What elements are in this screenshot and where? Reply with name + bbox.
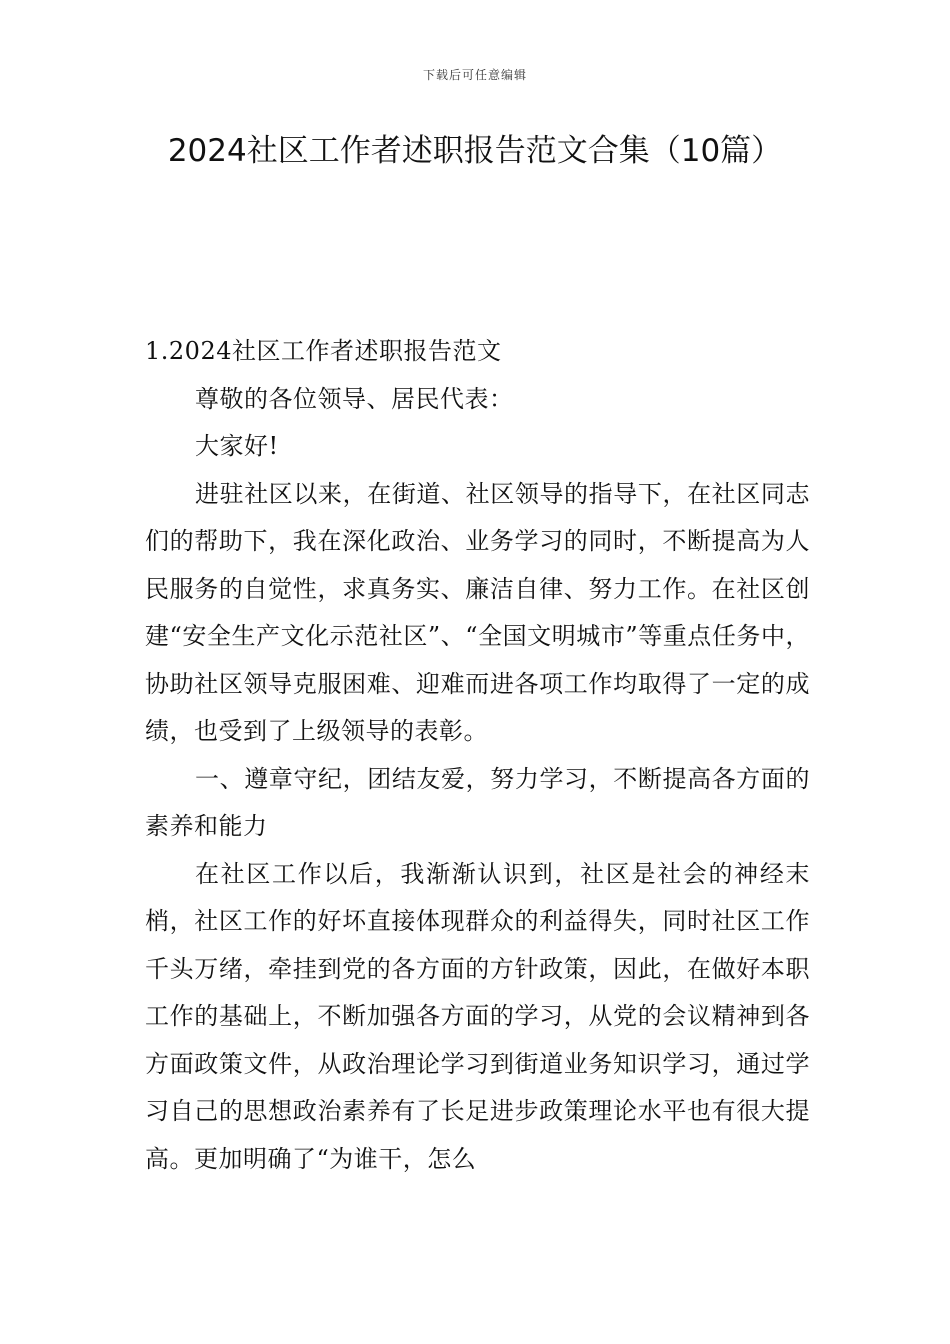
section-heading: 1.2024社区工作者述职报告范文 — [145, 337, 502, 365]
document-title: 2024社区工作者述职报告范文合集（10篇） — [167, 133, 783, 169]
header-note: 下载后可任意编辑 — [422, 68, 527, 82]
greeting: 大家好! — [195, 432, 279, 460]
salutation: 尊敬的各位领导、居民代表： — [195, 384, 514, 413]
body-paragraph: 进驻社区以来，在街道、社区领导的指导下，在社区同志们的帮助下，我在深化政治、业务学习的同时，不断提高为人民服务的自觉性，求真务实、廉洁自律、努力工作。在社区创建“安全生产文化示范社区”、“全国文明城市”等重点任务中，协助社区领导克服困难、迎难而进各项工作均取得了一定的成绩，也受到了上级领导的表彰。 — [145, 479, 810, 745]
body-paragraph: 在社区工作以后，我渐渐认识到，社区是社会的神经末梢，社区工作的好坏直接体现群众的利益得失，同时社区工作千头万绪，牵挂到党的各方面的方针政策，因此，在做好本职工作的基础上，不断加强各方面的学习，从党的会议精神到各方面政策文件，从政治理论学习到街道业务知识学习，通过学习自己的思想政治素养有了长足进步政策理论水平也有很大提高。更加明确了“为谁干，怎么 — [145, 859, 810, 1173]
document-body — [145, 328, 810, 1183]
subsection-heading: 一、遵章守纪，团结友爱，努力学习，不断提高各方面的素养和能力 — [145, 764, 810, 840]
